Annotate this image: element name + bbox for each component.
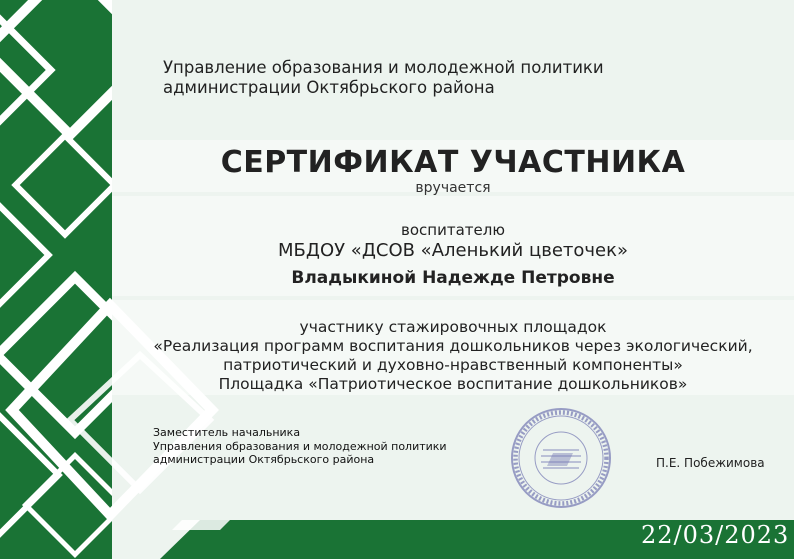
- signatory-name: П.Е. Побежимова: [656, 456, 765, 470]
- signatory-position-line: Управления образования и молодежной политики: [153, 439, 447, 453]
- description-line: патриотический и духовно-нравственный компоненты»: [223, 356, 683, 374]
- issuer-line-1: Управление образования и молодежной политики: [163, 58, 604, 77]
- description-line: Площадка «Патриотическое воспитание дошкольников»: [218, 375, 688, 393]
- recipient-role: воспитателю: [401, 221, 505, 239]
- signatory-position-line: Заместитель начальника: [153, 426, 301, 439]
- recipient-name: Владыкиной Надежде Петровне: [291, 268, 615, 288]
- signatory-position: [153, 426, 447, 467]
- certificate-title: СЕРТИФИКАТ УЧАСТНИКА: [220, 145, 686, 180]
- issuer-line-2: администрации Октябрьского района: [163, 78, 495, 97]
- issuer-organization: [163, 58, 604, 98]
- recipient-institution: МБДОУ «ДСОВ «Аленький цветочек»: [278, 240, 628, 261]
- description-line: «Реализация программ воспитания дошкольников через экологический,: [153, 337, 753, 355]
- certificate-subtitle: вручается: [415, 180, 491, 196]
- participation-description: [112, 318, 794, 394]
- issue-date: 22/03/2023: [641, 521, 790, 549]
- official-seal-icon: [509, 406, 613, 510]
- signatory-position-line: администрации Октябрьского района: [153, 453, 375, 466]
- description-line: участнику стажировочных площадок: [299, 318, 607, 336]
